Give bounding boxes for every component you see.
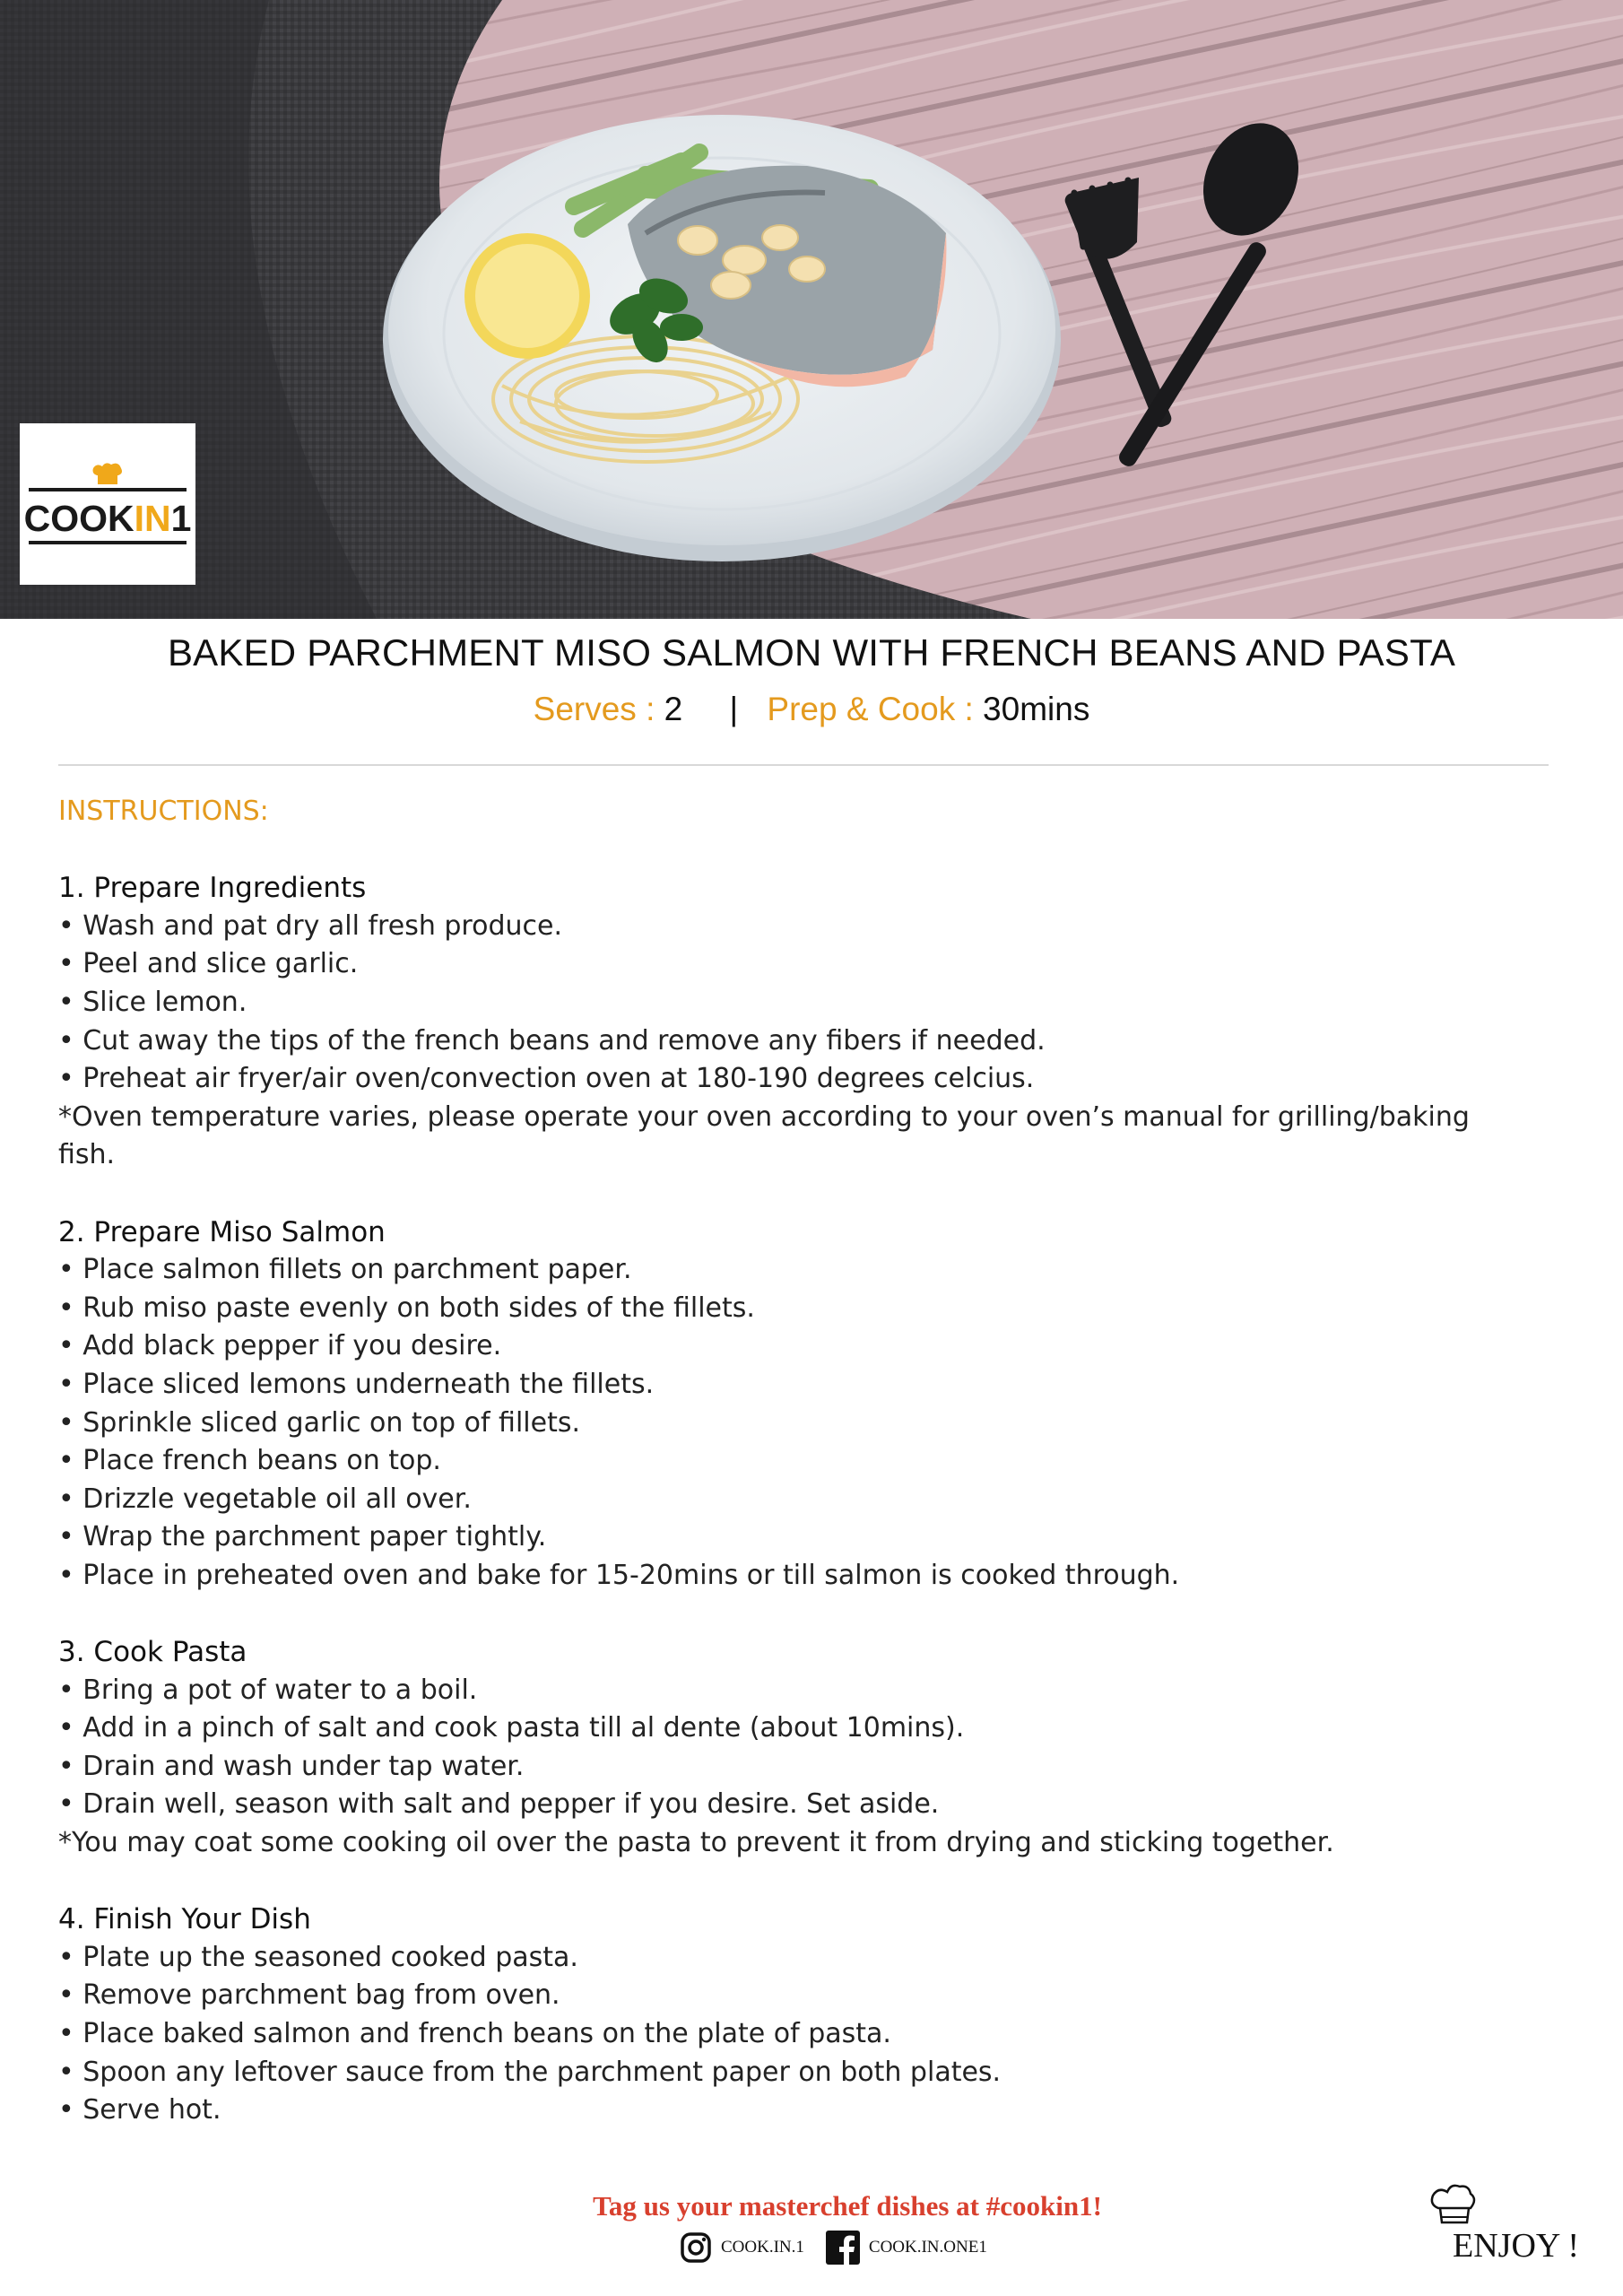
facebook-handle[interactable]: COOK.IN.ONE1 bbox=[868, 2238, 987, 2257]
step-line: • Wash and pat dry all fresh produce. bbox=[58, 909, 562, 942]
instructions bbox=[58, 793, 1583, 2130]
step-line: • Cut away the tips of the french beans and remove any fibers if needed. bbox=[58, 1024, 1046, 1057]
serves-label: Serves : bbox=[533, 691, 655, 727]
step-line: • Slice lemon. bbox=[58, 986, 247, 1018]
step-line: • Add black pepper if you desire. bbox=[58, 1330, 502, 1362]
meta-separator: | bbox=[729, 691, 739, 727]
social-links bbox=[680, 2227, 987, 2268]
instagram-icon[interactable] bbox=[680, 2231, 712, 2264]
footer-tagline: Tag us your masterchef dishes at #cookin1! bbox=[593, 2190, 1102, 2222]
step-line: • Remove parchment bag from oven. bbox=[58, 1979, 560, 2012]
facebook-icon[interactable] bbox=[826, 2231, 860, 2265]
note-line: *Oven temperature varies, please operate your oven according to your oven’s manual for grilling/baking bbox=[58, 1100, 1470, 1133]
step-line: • Place french beans on top. bbox=[58, 1445, 441, 1477]
section-title: 1. Prepare Ingredients bbox=[58, 872, 367, 905]
cookin1-logo bbox=[20, 423, 195, 585]
step-line: • Drain well, season with salt and pepper if you desire. Set aside. bbox=[58, 1788, 940, 1821]
step-line: • Sprinkle sliced garlic on top of fillets. bbox=[58, 1406, 580, 1439]
chef-hat-icon bbox=[1426, 2178, 1481, 2233]
step-line: • Place salmon fillets on parchment paper. bbox=[58, 1254, 632, 1286]
step-line: • Place baked salmon and french beans on the plate of pasta. bbox=[58, 2018, 891, 2049]
step-line: • Bring a pot of water to a boil. bbox=[58, 1674, 478, 1706]
recipe-title: BAKED PARCHMENT MISO SALMON WITH FRENCH BEANS AND PASTA bbox=[167, 631, 1456, 674]
hero-photo bbox=[0, 0, 1623, 619]
chef-hat-icon bbox=[90, 461, 126, 488]
section-title: 2. Prepare Miso Salmon bbox=[58, 1215, 386, 1248]
section-title: 3. Cook Pasta bbox=[58, 1636, 247, 1669]
step-line: • Place in preheated oven and bake for 15-20mins or till salmon is cooked through. bbox=[58, 1559, 1180, 1591]
step-line: • Preheat air fryer/air oven/convection oven at 180-190 degrees celcius. bbox=[58, 1063, 1035, 1095]
dish-illustration bbox=[0, 0, 1623, 619]
step-line: • Add in a pinch of salt and cook pasta till al dente (about 10mins). bbox=[58, 1712, 965, 1744]
serves-value: 2 bbox=[664, 691, 683, 727]
step-line: • Rub miso paste evenly on both sides of the fillets. bbox=[58, 1292, 755, 1324]
step-line: • Spoon any leftover sauce from the parchment paper on both plates. bbox=[58, 2056, 1002, 2088]
note-line: fish. bbox=[58, 1139, 116, 1171]
instagram-handle[interactable]: COOK.IN.1 bbox=[721, 2238, 804, 2257]
note-line: *You may coat some cooking oil over the pasta to prevent it from drying and sticking together. bbox=[58, 1827, 1334, 1859]
step-line: • Drizzle vegetable oil all over. bbox=[58, 1483, 472, 1515]
step-line: • Peel and slice garlic. bbox=[58, 948, 359, 980]
enjoy-text: ENJOY ! bbox=[1453, 2227, 1580, 2265]
divider bbox=[58, 764, 1549, 766]
step-line: • Plate up the seasoned cooked pasta. bbox=[58, 1941, 578, 1973]
logo-wordmark: COOKIN1 bbox=[23, 498, 192, 539]
step-line: • Wrap the parchment paper tightly. bbox=[58, 1521, 547, 1553]
time-label: Prep & Cook : bbox=[767, 691, 974, 727]
section-title: 4. Finish Your Dish bbox=[58, 1903, 311, 1936]
instructions-heading: INSTRUCTIONS: bbox=[58, 796, 269, 827]
recipe-meta bbox=[0, 691, 1623, 728]
step-line: • Serve hot. bbox=[58, 2094, 221, 2126]
time-value: 30mins bbox=[983, 691, 1090, 727]
step-line: • Place sliced lemons underneath the fillets. bbox=[58, 1368, 655, 1400]
step-line: • Drain and wash under tap water. bbox=[58, 1750, 525, 1782]
